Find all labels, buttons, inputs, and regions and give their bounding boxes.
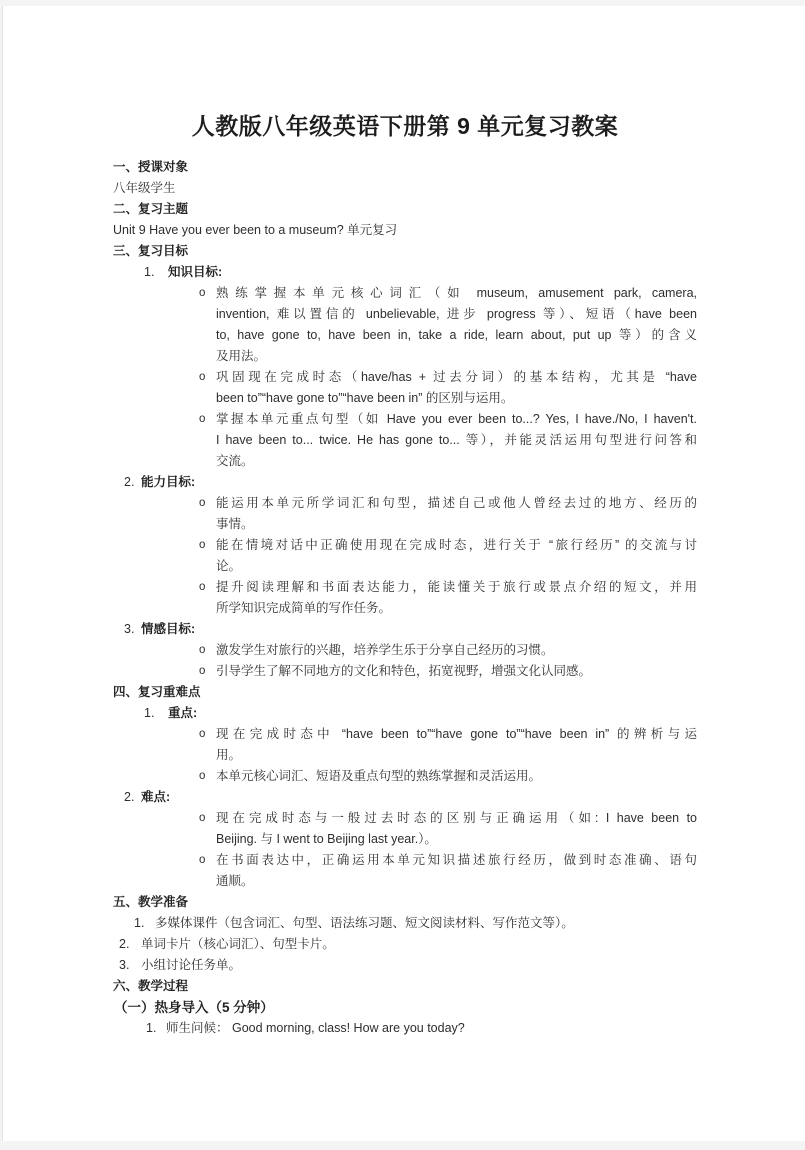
bullet-item [113, 283, 697, 367]
list-number: 1. [144, 265, 155, 279]
section-heading [113, 157, 697, 178]
line-text: 本单元核心词汇、短语及重点句型的熟练掌握和灵活运用。 [216, 769, 542, 783]
bullet-circle-marker: o [199, 581, 206, 593]
doc-line [113, 262, 697, 283]
list-number: 3. [119, 958, 130, 972]
doc-line [113, 472, 697, 493]
bullet-item [113, 409, 697, 472]
line-text: 在书面表达中，正确运用本单元知识描述旅行经历，做到时态准确、语句 [216, 853, 697, 867]
line-text: 师生问候： Good morning, class! How are you today? [166, 1021, 465, 1035]
bullet-circle-marker: o [199, 371, 206, 383]
line-text: 掌握本单元重点句型（如 Have you ever been to...? Yes, I have./No, I haven't. [216, 412, 697, 426]
line-text: 论。 [216, 559, 242, 573]
bullet-circle-marker: o [199, 728, 206, 740]
line-text: 及用法。 [216, 349, 267, 363]
bullet-circle-marker: o [199, 812, 206, 824]
list-number: 2. [119, 937, 130, 951]
line-text: 二、复习主题 [113, 202, 189, 216]
line-text: 五、教学准备 [113, 895, 189, 909]
line-text: 八年级学生 [113, 181, 176, 195]
line-text: 事情。 [216, 517, 254, 531]
doc-line [113, 787, 697, 808]
bullet-item [113, 493, 697, 535]
line-text: invention, 难以置信的 unbelievable, 进步 progress 等）、短语（have been [216, 307, 697, 321]
line-text: 能在情境对话中正确使用现在完成时态，进行关于 “旅行经历” 的交流与讨 [216, 538, 697, 552]
line-text: 巩固现在完成时态（have/has + 过去分词）的基本结构，尤其是 “have [216, 370, 697, 384]
line-text: 难点: [141, 790, 171, 804]
line-text: 所学知识完成简单的写作任务。 [216, 601, 392, 615]
line-text: 多媒体课件（包含词汇、句型、语法练习题、短文阅读材料、写作范文等）。 [155, 916, 574, 930]
line-text: （一）热身导入（5 分钟） [114, 1000, 274, 1015]
bullet-item [113, 808, 697, 850]
section-heading [113, 997, 697, 1018]
line-text: 一、授课对象 [113, 160, 189, 174]
line-text: 用。 [216, 748, 242, 762]
doc-line [113, 934, 697, 955]
bullet-item [113, 640, 697, 661]
section-heading [113, 976, 697, 997]
line-text: 激发学生对旅行的兴趣，培养学生乐于分享自己经历的习惯。 [216, 643, 554, 657]
doc-line [113, 220, 697, 241]
list-number: 2. [124, 790, 135, 804]
bullet-item [113, 535, 697, 577]
doc-line [113, 955, 697, 976]
bullet-item [113, 850, 697, 892]
bullet-circle-marker: o [199, 497, 206, 509]
line-text: 情感目标: [141, 622, 196, 636]
line-text: 通顺。 [216, 874, 254, 888]
bullet-circle-marker: o [199, 770, 206, 782]
line-text: 小组讨论任务单。 [141, 958, 242, 972]
line-text: 六、教学过程 [113, 979, 189, 993]
section-heading [113, 241, 697, 262]
bullet-item [113, 661, 697, 682]
line-text: Unit 9 Have you ever been to a museum? 单元复习 [113, 223, 398, 237]
section-heading [113, 682, 697, 703]
list-number: 1. [134, 916, 145, 930]
bullet-item [113, 766, 697, 787]
list-number: 3. [124, 622, 135, 636]
line-text: to, have gone to, have been in, take a ride, learn about, put up 等）的含义 [216, 328, 697, 342]
line-text: 熟练掌握本单元核心词汇（如 museum, amusement park, camera, [216, 286, 697, 300]
line-text: 单词卡片（核心词汇）、句型卡片。 [141, 937, 335, 951]
list-number: 1. [144, 706, 155, 720]
bullet-circle-marker: o [199, 644, 206, 656]
line-text: 能力目标: [141, 475, 196, 489]
bullet-item [113, 367, 697, 409]
bullet-item [113, 724, 697, 766]
bullet-circle-marker: o [199, 287, 206, 299]
doc-line [113, 703, 697, 724]
line-text: 现在完成时态中 “have been to”“have gone to”“have been in” 的辨析与运 [216, 727, 697, 741]
bullet-item [113, 577, 697, 619]
document-body [113, 157, 697, 1039]
line-text: 能运用本单元所学词汇和句型，描述自己或他人曾经去过的地方、经历的 [216, 496, 697, 510]
document-page [2, 6, 805, 1141]
list-number: 2. [124, 475, 135, 489]
line-text: Beijing. 与 I went to Beijing last year.）。 [216, 832, 437, 846]
doc-line [113, 178, 697, 199]
line-text: 知识目标: [168, 265, 223, 279]
bullet-circle-marker: o [199, 665, 206, 677]
section-heading [113, 199, 697, 220]
bullet-circle-marker: o [199, 413, 206, 425]
doc-line [113, 913, 697, 934]
line-text: 重点: [168, 706, 198, 720]
document-title: 人教版八年级英语下册第 9 单元复习教案 [191, 113, 619, 139]
line-text: 引导学生了解不同地方的文化和特色，拓宽视野，增强文化认同感。 [216, 664, 592, 678]
line-text: 现在完成时态与一般过去时态的区别与正确运用（如: I have been to [216, 811, 697, 825]
line-text: 四、复习重难点 [113, 685, 201, 699]
doc-line [113, 1018, 697, 1039]
list-number: 1. [146, 1021, 157, 1035]
bullet-circle-marker: o [199, 854, 206, 866]
section-heading [113, 892, 697, 913]
doc-line [113, 619, 697, 640]
line-text: 提升阅读理解和书面表达能力，能读懂关于旅行或景点介绍的短文，并用 [216, 580, 697, 594]
line-text: been to”“have gone to”“have been in” 的区别与运用。 [216, 391, 514, 405]
line-text: I have been to... twice. He has gone to... 等），并能灵活运用句型进行问答和 [216, 433, 697, 447]
document-content [113, 112, 697, 1039]
line-text: 三、复习目标 [113, 244, 189, 258]
bullet-circle-marker: o [199, 539, 206, 551]
line-text: 交流。 [216, 454, 254, 468]
